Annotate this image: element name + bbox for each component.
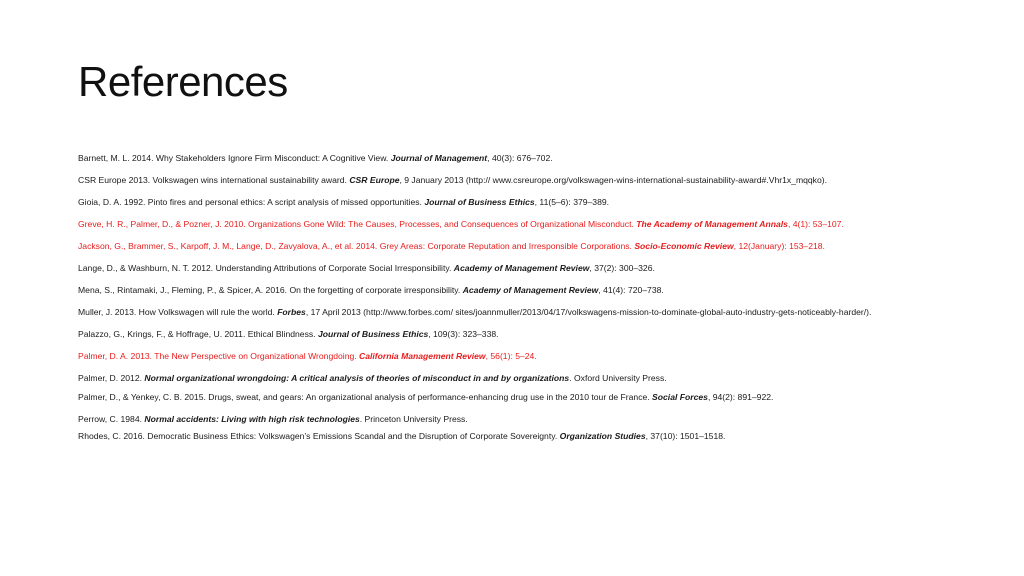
reference-item	[78, 329, 938, 340]
reference-source: Normal accidents: Living with high risk technologies	[144, 414, 360, 424]
reference-details: , 11(5–6): 379–389.	[534, 197, 610, 207]
reference-text: Palmer, D. A. 2013. The New Perspective on Organizational Wrongdoing.	[78, 351, 360, 361]
reference-item	[78, 241, 938, 252]
reference-source: Journal of Business Ethics	[317, 329, 429, 339]
reference-source: Academy of Management Review	[462, 285, 599, 295]
reference-details: , 41(4): 720–738.	[598, 285, 664, 295]
reference-details: , 109(3): 323–338.	[428, 329, 499, 339]
reference-text: Greve, H. R., Palmer, D., & Pozner, J. 2010. Organizations Gone Wild: The Causes, Processes, and Consequences of Organizational Misconduct.	[78, 219, 637, 229]
reference-source: CSR Europe	[349, 175, 400, 185]
reference-details: , 94(2): 891–922.	[707, 392, 774, 402]
reference-text: Gioia, D. A. 1992. Pinto fires and personal ethics: A script analysis of missed opportunities.	[78, 197, 425, 207]
reference-details: . Princeton University Press.	[359, 414, 468, 424]
reference-details: , 56(1): 5–24.	[485, 351, 537, 361]
reference-item	[78, 175, 938, 186]
reference-text: Palmer, D. 2012.	[78, 373, 145, 383]
reference-text: Mena, S., Rintamaki, J., Fleming, P., & Spicer, A. 2016. On the forgetting of corporate irresponsibility.	[78, 285, 463, 295]
reference-item	[78, 219, 938, 230]
reference-text: CSR Europe 2013. Volkswagen wins international sustainability award.	[78, 175, 350, 185]
reference-source: Journal of Business Ethics	[424, 197, 535, 207]
reference-details: . Oxford University Press.	[569, 373, 667, 383]
reference-text: Muller, J. 2013. How Volkswagen will rule the world.	[78, 307, 278, 317]
reference-item	[78, 392, 938, 403]
reference-source: The Academy of Management Annals	[636, 219, 788, 229]
reference-item	[78, 373, 938, 384]
reference-source: Socio-Economic Review	[634, 241, 734, 251]
reference-item	[78, 351, 938, 362]
reference-details: , 9 January 2013 (http:// www.csreurope.org/volkswagen-wins-international-sustainability-award#.Vhr1x_mqqko).	[399, 175, 827, 185]
reference-text: Rhodes, C. 2016. Democratic Business Ethics: Volkswagen’s Emissions Scandal and the Disruption of Corporate Sovereignty.	[78, 431, 560, 441]
reference-source: California Management Review	[359, 351, 486, 361]
reference-details: , 37(10): 1501–1518.	[645, 431, 726, 441]
reference-text: Barnett, M. L. 2014. Why Stakeholders Ignore Firm Misconduct: A Cognitive View.	[78, 153, 391, 163]
reference-item	[78, 307, 938, 318]
reference-item	[78, 263, 938, 274]
reference-text: Perrow, C. 1984.	[78, 414, 145, 424]
reference-item	[78, 285, 938, 296]
reference-item	[78, 153, 938, 164]
reference-details: , 40(3): 676–702.	[487, 153, 553, 163]
reference-text: Lange, D., & Washburn, N. T. 2012. Understanding Attributions of Corporate Social Irresponsibility.	[78, 263, 454, 273]
reference-source: Organization Studies	[559, 431, 646, 441]
reference-item	[78, 197, 938, 208]
reference-source: Forbes	[277, 307, 306, 317]
page-title: References	[78, 58, 288, 105]
reference-source: Social Forces	[652, 392, 708, 402]
reference-item	[78, 431, 938, 442]
reference-list	[78, 153, 938, 442]
reference-details: , 17 April 2013 (http://www.forbes.com/ sites/joannmuller/2013/04/17/volkswagens-mission-to-dominate-global-auto-industry-gets-noticeably-harder/).	[305, 307, 872, 317]
reference-details: , 12(January): 153–218.	[733, 241, 825, 251]
reference-source: Normal organizational wrongdoing: A critical analysis of theories of misconduct in and by organizations	[144, 373, 570, 383]
reference-text: Palazzo, G., Krings, F., & Hoffrage, U. 2011. Ethical Blindness.	[78, 329, 318, 339]
reference-details: , 4(1): 53–107.	[787, 219, 844, 229]
reference-details: , 37(2): 300–326.	[589, 263, 655, 273]
reference-text: Palmer, D., & Yenkey, C. B. 2015. Drugs, sweat, and gears: An organizational analysis of performance-enhancing drug use in the 2010 tour de France.	[78, 392, 653, 402]
reference-source: Journal of Management	[390, 153, 488, 163]
reference-item	[78, 414, 938, 425]
reference-source: Academy of Management Review	[453, 263, 590, 273]
reference-text: Jackson, G., Brammer, S., Karpoff, J. M., Lange, D., Zavyalova, A., et al. 2014. Grey Areas: Corporate Reputation and Irresponsible Corporations.	[78, 241, 635, 251]
